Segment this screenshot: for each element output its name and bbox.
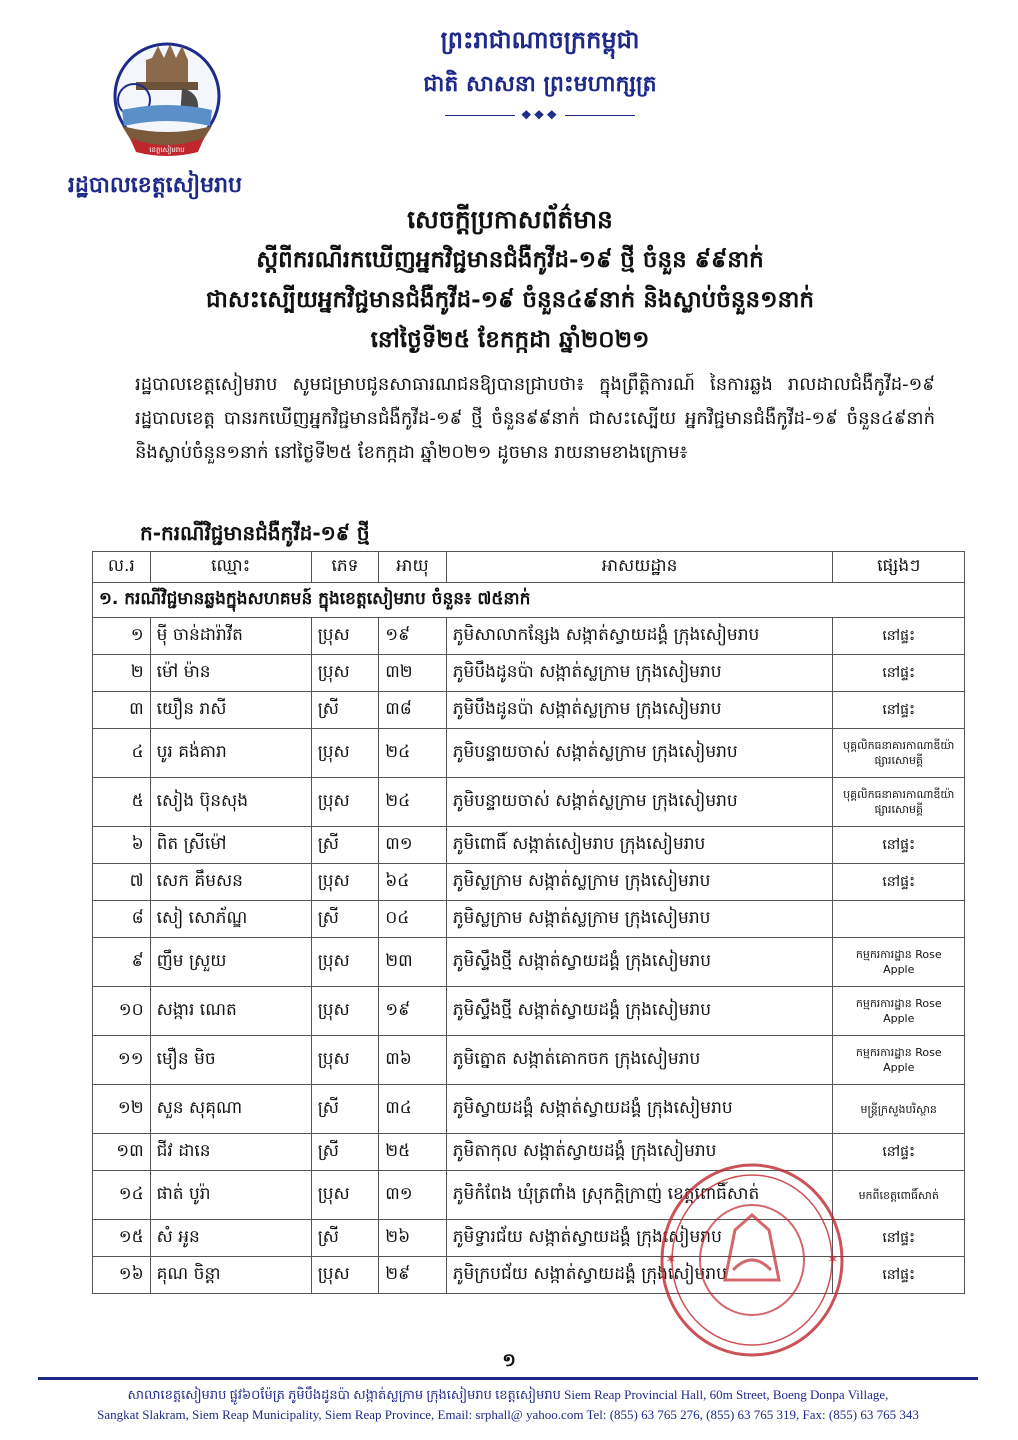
cell-name: មឿន មិច (150, 1036, 311, 1085)
table-row (93, 692, 965, 729)
cell-age: ២៤ (379, 778, 447, 827)
table-row (93, 864, 965, 901)
intro-paragraph (135, 368, 935, 470)
announcement-title (60, 200, 960, 360)
cell-name: សង្ការ ណេត (150, 987, 311, 1036)
cell-note: នៅផ្ទះ (833, 864, 965, 901)
cell-no: ៦ (93, 827, 151, 864)
table-row (93, 778, 965, 827)
cell-address: ភូមិសាលាកន្សែង សង្កាត់ស្វាយដង្គំ ក្រុងសៀមរាប (446, 618, 833, 655)
cell-no: ១០ (93, 987, 151, 1036)
nation-motto: ជាតិ សាសនា ព្រះមហាក្សត្រ (423, 71, 657, 97)
cell-sex: ស្រី (311, 901, 379, 938)
col-header-sex: ភេទ (311, 552, 379, 583)
cell-address: ភូមិស្វាយដង្គំ សង្កាត់ស្វាយដង្គំ ក្រុងសៀមរាប (446, 1085, 833, 1134)
cell-name: គុណ ចិន្តា (150, 1257, 311, 1294)
cell-no: ១៥ (93, 1220, 151, 1257)
cell-address: ភូមិស្លក្រាម សង្កាត់ស្លក្រាម ក្រុងសៀមរាប (446, 901, 833, 938)
cell-no: ១៤ (93, 1171, 151, 1220)
title-line-1: សេចក្ដីប្រកាសព័ត៌មាន (407, 205, 613, 234)
cell-sex: ប្រុស (311, 1036, 379, 1085)
cell-name: ម៉ៅ ម៉ាន (150, 655, 311, 692)
table-row (93, 618, 965, 655)
cell-sex: ស្រី (311, 1134, 379, 1171)
cell-no: ១១ (93, 1036, 151, 1085)
footer (38, 1385, 978, 1425)
cell-name: សៀង ប៊ុនសុង (150, 778, 311, 827)
cell-sex: ប្រុស (311, 778, 379, 827)
table-row (93, 1085, 965, 1134)
cell-note: មន្ត្រីក្រសួងបរិស្ថាន (833, 1085, 965, 1134)
svg-text:✶: ✶ (665, 1252, 677, 1268)
cell-name: សំ អូន (150, 1220, 311, 1257)
cell-sex: ប្រុស (311, 729, 379, 778)
group-row (93, 583, 965, 618)
table-row (93, 1257, 965, 1294)
ornament-divider (330, 108, 750, 122)
org-name: រដ្ឋបាលខេត្តសៀមរាប (67, 173, 243, 198)
cell-age: ៣១ (379, 827, 447, 864)
cell-no: ១៣ (93, 1134, 151, 1171)
cell-age: ៣៦ (379, 1036, 447, 1085)
table-row (93, 827, 965, 864)
cell-note: បុគ្គលិកធនាគារកាណាឌីយ៉ា ផ្សារសោមគ្គី (833, 729, 965, 778)
cell-address: ភូមិស្ទឹងថ្មី សង្កាត់ស្វាយដង្គំ ក្រុងសៀមរាប (446, 987, 833, 1036)
table-row (93, 655, 965, 692)
cell-note: នៅផ្ទះ (833, 1134, 965, 1171)
cell-sex: ប្រុស (311, 1171, 379, 1220)
title-line-4: នៅថ្ងៃទី២៥ ខែកក្កដា ឆ្នាំ២០២១ (370, 326, 650, 353)
cell-sex: ប្រុស (311, 655, 379, 692)
cell-name: យឿន រាសី (150, 692, 311, 729)
kingdom-title: ព្រះរាជាណាចក្រកម្ពុជា (440, 25, 640, 54)
cell-sex: ស្រី (311, 827, 379, 864)
cell-age: ៣២ (379, 655, 447, 692)
ornament-glyph: ❖❖❖ (520, 108, 560, 122)
table-row (93, 1171, 965, 1220)
cell-no: ៨ (93, 901, 151, 938)
cell-note: កម្មករការដ្ឋាន Rose Apple (833, 987, 965, 1036)
cell-address: ភូមិស្លក្រាម សង្កាត់ស្លក្រាម ក្រុងសៀមរាប (446, 864, 833, 901)
cell-name: សេក គឹមសន (150, 864, 311, 901)
section-heading: ក-ករណីវិជ្ជមានជំងឺកូវីដ-១៩ ថ្មី (140, 521, 370, 545)
cases-table (92, 551, 965, 1294)
cell-age: ២៤ (379, 729, 447, 778)
cell-address: ភូមិត្នោត សង្កាត់គោកចក ក្រុងសៀមរាប (446, 1036, 833, 1085)
page-number: ១ (502, 1350, 516, 1371)
cell-sex: ប្រុស (311, 1257, 379, 1294)
cell-age: ៦៤ (379, 864, 447, 901)
cell-sex: ប្រុស (311, 618, 379, 655)
cell-age: ២៦ (379, 1220, 447, 1257)
footer-address-line-1: សាលាខេត្តសៀមរាប ផ្លូវ៦០ម៉ែត្រ ភូមិបឹងដូនប៉ា សង្កាត់ស្លក្រាម ក្រុងសៀមរាប ខេត្តសៀមរាប Siem Reap Provincial Hall, 60m Street, Boeng Donpa Village, (127, 1387, 889, 1402)
title-line-3: ជាសះស្បើយអ្នកវិជ្ជមានជំងឺកូវីដ-១៩ ចំនួន៤៩នាក់ និងស្លាប់ចំនួន១នាក់ (206, 286, 814, 313)
cell-no: ១ (93, 618, 151, 655)
col-header-name: ឈ្មោះ (150, 552, 311, 583)
cell-address: ភូមិពោធិ៍ សង្កាត់សៀមរាប ក្រុងសៀមរាប (446, 827, 833, 864)
cell-no: ៤ (93, 729, 151, 778)
cell-name: ញឹម ស្រួយ (150, 938, 311, 987)
table-row (93, 1220, 965, 1257)
col-header-note: ផ្សេងៗ (833, 552, 965, 583)
col-header-age: អាយុ (379, 552, 447, 583)
kingdom-header (330, 25, 750, 122)
cell-age: ១៩ (379, 987, 447, 1036)
cell-address: ភូមិស្ទឹងថ្មី សង្កាត់ស្វាយដង្គំ ក្រុងសៀមរាប (446, 938, 833, 987)
intro-text: រដ្ឋបាលខេត្តសៀមរាប សូមជម្រាបជូនសាធារណជនឱ្យបានជ្រាបថា៖ ក្នុងព្រឹត្តិការណ៍ នៃការឆ្លង រាលដាលជំងឺកូវីដ-១៩ រដ្ឋបាលខេត្ត បានរកឃើញអ្នកវិជ្ជមានជំងឺកូវីដ-១៩ ថ្មី ចំនួន៩៩នាក់ ជាសះស្បើយ អ្នកវិជ្ជមានជំងឺកូវីដ-១៩ ចំនួន៤៩នាក់ និងស្លាប់ចំនួន១នាក់ នៅថ្ងៃទី២៥ ខែកក្កដា ឆ្នាំ២០២១ ដូចមាន រាយនាមខាងក្រោម៖ (135, 374, 935, 463)
cell-no: ២ (93, 655, 151, 692)
cell-age: ៣៨ (379, 692, 447, 729)
logo-banner-text: ខេត្តសៀមរាប (149, 146, 185, 154)
table-row (93, 938, 965, 987)
cell-address: ភូមិកំពែង ឃុំត្រពាំង ស្រុកក្ដិក្រាញ់ ខេត្តពោធិ៍សាត់ (446, 1171, 833, 1220)
cell-name: ផាត់ បូរ៉ា (150, 1171, 311, 1220)
cell-name: សៀ សោភ័ណ្ឌ (150, 901, 311, 938)
table-row (93, 729, 965, 778)
cell-address: ភូមិតាកុល សង្កាត់ស្វាយដង្គំ ក្រុងសៀមរាប (446, 1134, 833, 1171)
provincial-logo (92, 38, 242, 163)
cell-no: ៩ (93, 938, 151, 987)
cell-age: ២៥ (379, 1134, 447, 1171)
cell-note: មកពីខេត្តពោធិ៍សាត់ (833, 1171, 965, 1220)
footer-rule (38, 1377, 978, 1380)
col-header-no: ល.រ (93, 552, 151, 583)
cell-name: បូរ គង់គារា (150, 729, 311, 778)
table-header-row (93, 552, 965, 583)
svg-text:✶: ✶ (827, 1252, 839, 1268)
cell-no: ១២ (93, 1085, 151, 1134)
table-row (93, 901, 965, 938)
cell-age: ៣៤ (379, 1085, 447, 1134)
cell-name: ពិត ស្រីម៉ៅ (150, 827, 311, 864)
title-line-2: ស្ដីពីករណីរកឃើញអ្នកវិជ្ជមានជំងឺកូវីដ-១៩ ថ្មី ចំនួន ៩៩នាក់ (256, 246, 764, 273)
cell-note: កម្មករការដ្ឋាន Rose Apple (833, 938, 965, 987)
cell-name: ជីវ ដានេ (150, 1134, 311, 1171)
cell-address: ភូមិបឹងដូនប៉ា សង្កាត់ស្លក្រាម ក្រុងសៀមរាប (446, 655, 833, 692)
cell-sex: ស្រី (311, 692, 379, 729)
table-row (93, 1134, 965, 1171)
cell-no: ៥ (93, 778, 151, 827)
col-header-address: អាសយដ្ឋាន (446, 552, 833, 583)
cell-age: ៣១ (379, 1171, 447, 1220)
cell-no: ១៦ (93, 1257, 151, 1294)
cell-address: ភូមិក្របជ័យ សង្កាត់ស្វាយដង្គំ ក្រុងសៀមរាប (446, 1257, 833, 1294)
cell-note: នៅផ្ទះ (833, 618, 965, 655)
cell-sex: ប្រុស (311, 987, 379, 1036)
cell-note: បុគ្គលិកធនាគារកាណាឌីយ៉ា ផ្សារសោមគ្គី (833, 778, 965, 827)
cell-address: ភូមិទ្វារជ័យ សង្កាត់ស្វាយដង្គំ ក្រុងសៀមរាប (446, 1220, 833, 1257)
cell-address: ភូមិបឹងដូនប៉ា សង្កាត់ស្លក្រាម ក្រុងសៀមរាប (446, 692, 833, 729)
cell-note (833, 901, 965, 938)
cell-sex: ស្រី (311, 1085, 379, 1134)
group-label: ១. ករណីវិជ្ជមានឆ្លងក្នុងសហគមន៍ ក្នុងខេត្តសៀមរាប ចំនួន៖ ៧៥នាក់ (93, 583, 965, 618)
cell-note: នៅផ្ទះ (833, 827, 965, 864)
table-row (93, 987, 965, 1036)
cell-name: សួន សុគុណា (150, 1085, 311, 1134)
cell-note: នៅផ្ទះ (833, 1257, 965, 1294)
logo-block (30, 38, 280, 203)
cell-age: ១៩ (379, 618, 447, 655)
footer-address-line-2: Sangkat Slakram, Siem Reap Municipality, Siem Reap Province, Email: srphall@ yahoo.com Tel: (855) 63 765 276, (855) 63 765 319, Fax: (855) 63 765 343 (97, 1407, 919, 1422)
cell-age: ០៤ (379, 901, 447, 938)
cell-note: កម្មករការដ្ឋាន Rose Apple (833, 1036, 965, 1085)
cell-age: ២៩ (379, 1257, 447, 1294)
cell-address: ភូមិបន្ទាយចាស់ សង្កាត់ស្លក្រាម ក្រុងសៀមរាប (446, 729, 833, 778)
cell-note: នៅផ្ទះ (833, 692, 965, 729)
cell-no: ៧ (93, 864, 151, 901)
cell-sex: ប្រុស (311, 864, 379, 901)
cell-name: មុី ចាន់ដារ៉ាវីត (150, 618, 311, 655)
cell-address: ភូមិបន្ទាយចាស់ សង្កាត់ស្លក្រាម ក្រុងសៀមរាប (446, 778, 833, 827)
cell-note: នៅផ្ទះ (833, 1220, 965, 1257)
cell-sex: ប្រុស (311, 938, 379, 987)
cell-note: នៅផ្ទះ (833, 655, 965, 692)
cell-sex: ស្រី (311, 1220, 379, 1257)
cell-no: ៣ (93, 692, 151, 729)
table-row (93, 1036, 965, 1085)
cell-age: ២៣ (379, 938, 447, 987)
